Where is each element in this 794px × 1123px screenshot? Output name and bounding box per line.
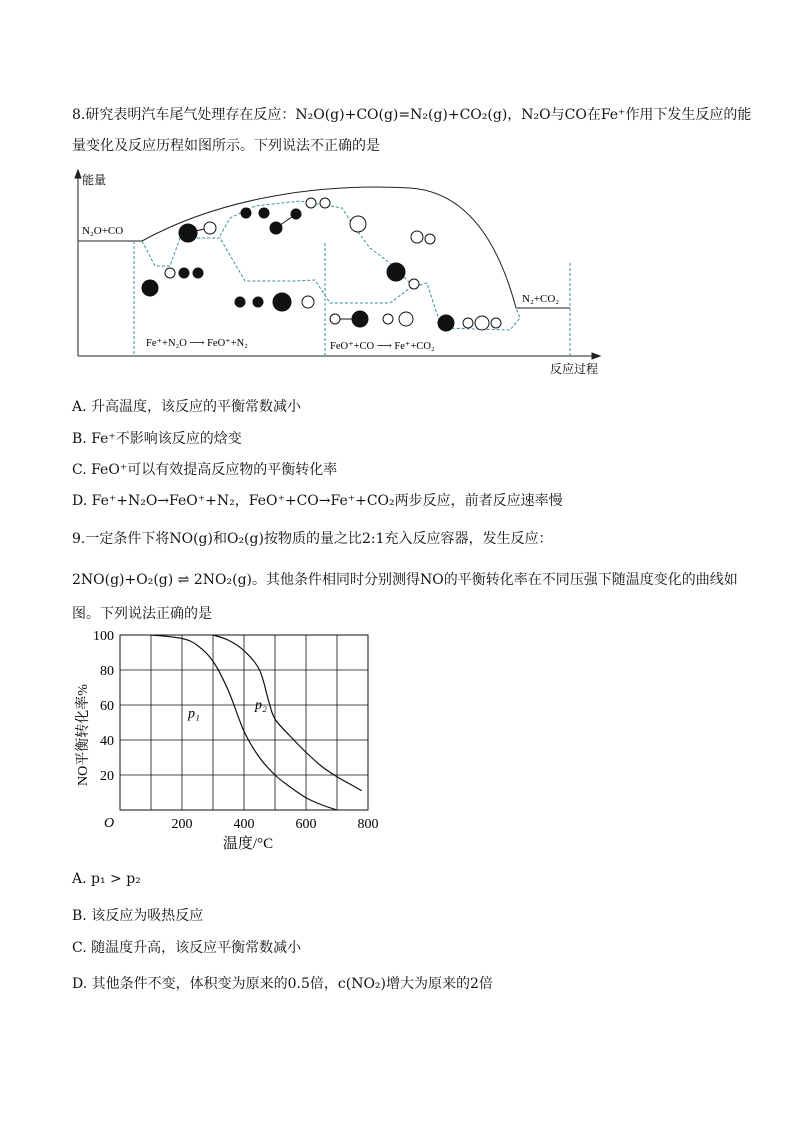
step1-label: Fe⁺+N₂O ⟶ FeO⁺+N₂	[146, 338, 248, 349]
q9-option-a: A. p₁ > p₂	[72, 871, 141, 887]
reactants-label: N₂O+CO	[82, 225, 124, 237]
energy-axis-label: 能量	[82, 173, 107, 187]
q8-option-b: B. Fe⁺不影响该反应的焓变	[72, 431, 242, 447]
q9-stem-line3: 图。下列说法正确的是	[72, 606, 212, 622]
q9-stem-line2: 2NO(g)+O₂(g) ⇌ 2NO₂(g)。其他条件相同时分别测得NO的平衡转化率在不同压强下随温度变化的曲线如	[72, 572, 738, 588]
q9-option-b: B. 该反应为吸热反应	[72, 908, 204, 924]
y-tick-label: 100	[93, 629, 114, 644]
q8-stem-line2: 量变化及反应历程如图所示。下列说法不正确的是	[72, 138, 380, 154]
q9-option-c: C. 随温度升高，该反应平衡常数减小	[72, 940, 302, 956]
products-label: N₂+CO₂	[522, 293, 560, 305]
x-axis-label: 温度/°C	[222, 836, 274, 852]
conversion-chart	[68, 625, 398, 855]
series-label-1: p₁	[188, 706, 200, 722]
series-label-2: p₂	[255, 698, 267, 713]
y-axis-label: NO平衡转化率%	[76, 684, 91, 786]
y-tick-label: 80	[100, 664, 114, 679]
q9-stem-line1: 9.一定条件下将NO(g)和O₂(g)按物质的量之比2:1充入反应容器，发生反应：	[72, 531, 553, 547]
series-line-2	[213, 635, 362, 791]
q8-option-d: D. Fe⁺+N₂O→FeO⁺+N₂，FeO⁺+CO→Fe⁺+CO₂两步反应，前者反应速率慢	[72, 493, 563, 509]
x-tick-label: 800	[357, 817, 379, 832]
x-tick-label: 400	[233, 817, 255, 832]
step2-label: FeO⁺+CO ⟶ Fe⁺+CO₂	[330, 341, 435, 352]
reaction-energy-diagram	[70, 168, 610, 378]
y-tick-label: 20	[100, 769, 114, 784]
q8-option-c: C. FeO⁺可以有效提高反应物的平衡转化率	[72, 462, 338, 478]
q8-option-a: A. 升高温度，该反应的平衡常数减小	[72, 399, 302, 415]
y-tick-label: 60	[100, 699, 114, 714]
process-axis-label: 反应过程	[550, 362, 599, 376]
origin-label: O	[104, 816, 115, 831]
x-tick-label: 600	[295, 817, 317, 832]
y-tick-label: 40	[100, 734, 114, 749]
x-tick-label: 200	[171, 817, 193, 832]
q8-stem-line1: 8.研究表明汽车尾气处理存在反应：N₂O(g)+CO(g)=N₂(g)+CO₂(g)，N₂O与CO在Fe⁺作用下发生反应的能	[72, 107, 752, 123]
q9-option-d: D. 其他条件不变，体积变为原来的0.5倍，c(NO₂)增大为原来的2倍	[72, 976, 493, 992]
